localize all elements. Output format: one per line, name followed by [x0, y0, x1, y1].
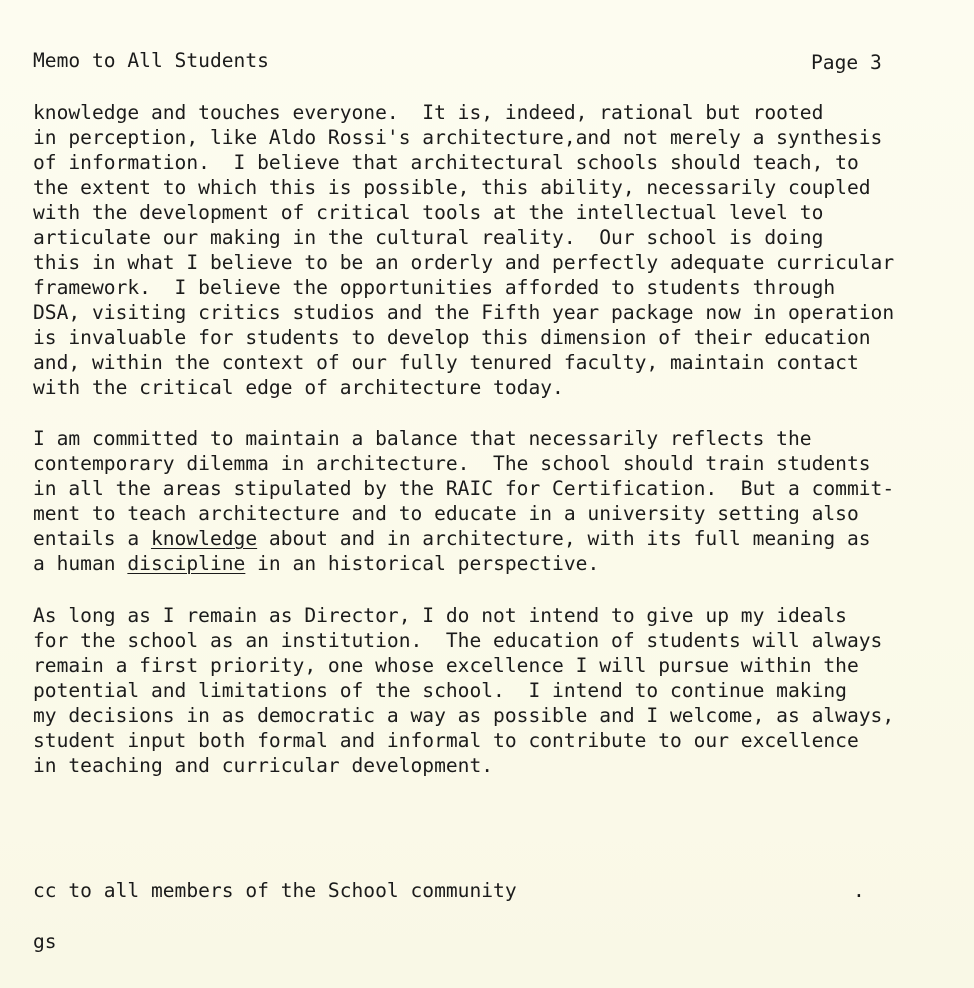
memo-title: Memo to All Students: [33, 49, 269, 72]
paragraph-3-line-2: for the school as an institution. The education of students will always: [33, 629, 883, 652]
paragraph-2-line-3: in all the areas stipulated by the RAIC for Certification. But a commit-: [33, 477, 895, 500]
line-5-text-after: about and in architecture, with its full meaning as: [257, 527, 871, 550]
paragraph-2-line-2: contemporary dilemma in architecture. The school should train students: [33, 452, 871, 475]
stray-mark: .: [853, 879, 865, 902]
paragraph-1-line-6: articulate our making in the cultural reality. Our school is doing: [33, 226, 824, 249]
paragraph-1-line-7: this in what I believe to be an orderly and perfectly adequate curricular: [33, 251, 895, 274]
paragraph-1-line-5: with the development of critical tools at the intellectual level to: [33, 201, 824, 224]
line-6-text-before: a human: [33, 552, 128, 575]
paragraph-2-line-5: [33, 526, 871, 551]
page-number: Page 3: [811, 51, 882, 74]
paragraph-1-line-11: and, within the context of our fully tenured faculty, maintain contact: [33, 351, 859, 374]
underlined-word-discipline: discipline: [127, 552, 246, 575]
typist-initials: gs: [33, 930, 57, 953]
paragraph-3-line-3: remain a first priority, one whose excellence I will pursue within the: [33, 654, 859, 677]
paragraph-2-line-6: [33, 551, 599, 576]
line-6-text-after: in an historical perspective.: [245, 552, 600, 575]
paragraph-3-line-7: in teaching and curricular development.: [33, 754, 494, 777]
paragraph-1-line-2: in perception, like Aldo Rossi's architecture,and not merely a synthesis: [33, 126, 883, 149]
paragraph-2-line-4: ment to teach architecture and to educate in a university setting also: [33, 502, 859, 525]
paragraph-1-line-3: of information. I believe that architectural schools should teach, to: [33, 151, 859, 174]
paragraph-1-line-4: the extent to which this is possible, this ability, necessarily coupled: [33, 176, 871, 199]
paragraph-3-line-1: As long as I remain as Director, I do not intend to give up my ideals: [33, 604, 847, 627]
line-5-text-before: entails a: [33, 527, 151, 550]
paragraph-3-line-6: student input both formal and informal to contribute to our excellence: [33, 729, 859, 752]
paragraph-1-line-10: is invaluable for students to develop this dimension of their education: [33, 326, 871, 349]
underlined-word-knowledge: knowledge: [150, 527, 258, 550]
paragraph-1-line-8: framework. I believe the opportunities afforded to students through: [33, 276, 836, 299]
paragraph-1-line-12: with the critical edge of architecture today.: [33, 376, 564, 399]
paragraph-1-line-9: DSA, visiting critics studios and the Fifth year package now in operation: [33, 301, 895, 324]
paragraph-2-line-1: I am committed to maintain a balance that necessarily reflects the: [33, 427, 812, 450]
paragraph-1-line-1: knowledge and touches everyone. It is, indeed, rational but rooted: [33, 101, 824, 124]
cc-line: cc to all members of the School community: [33, 879, 517, 902]
paragraph-3-line-5: my decisions in as democratic a way as possible and I welcome, as always,: [33, 704, 895, 727]
paragraph-3-line-4: potential and limitations of the school. I intend to continue making: [33, 679, 847, 702]
